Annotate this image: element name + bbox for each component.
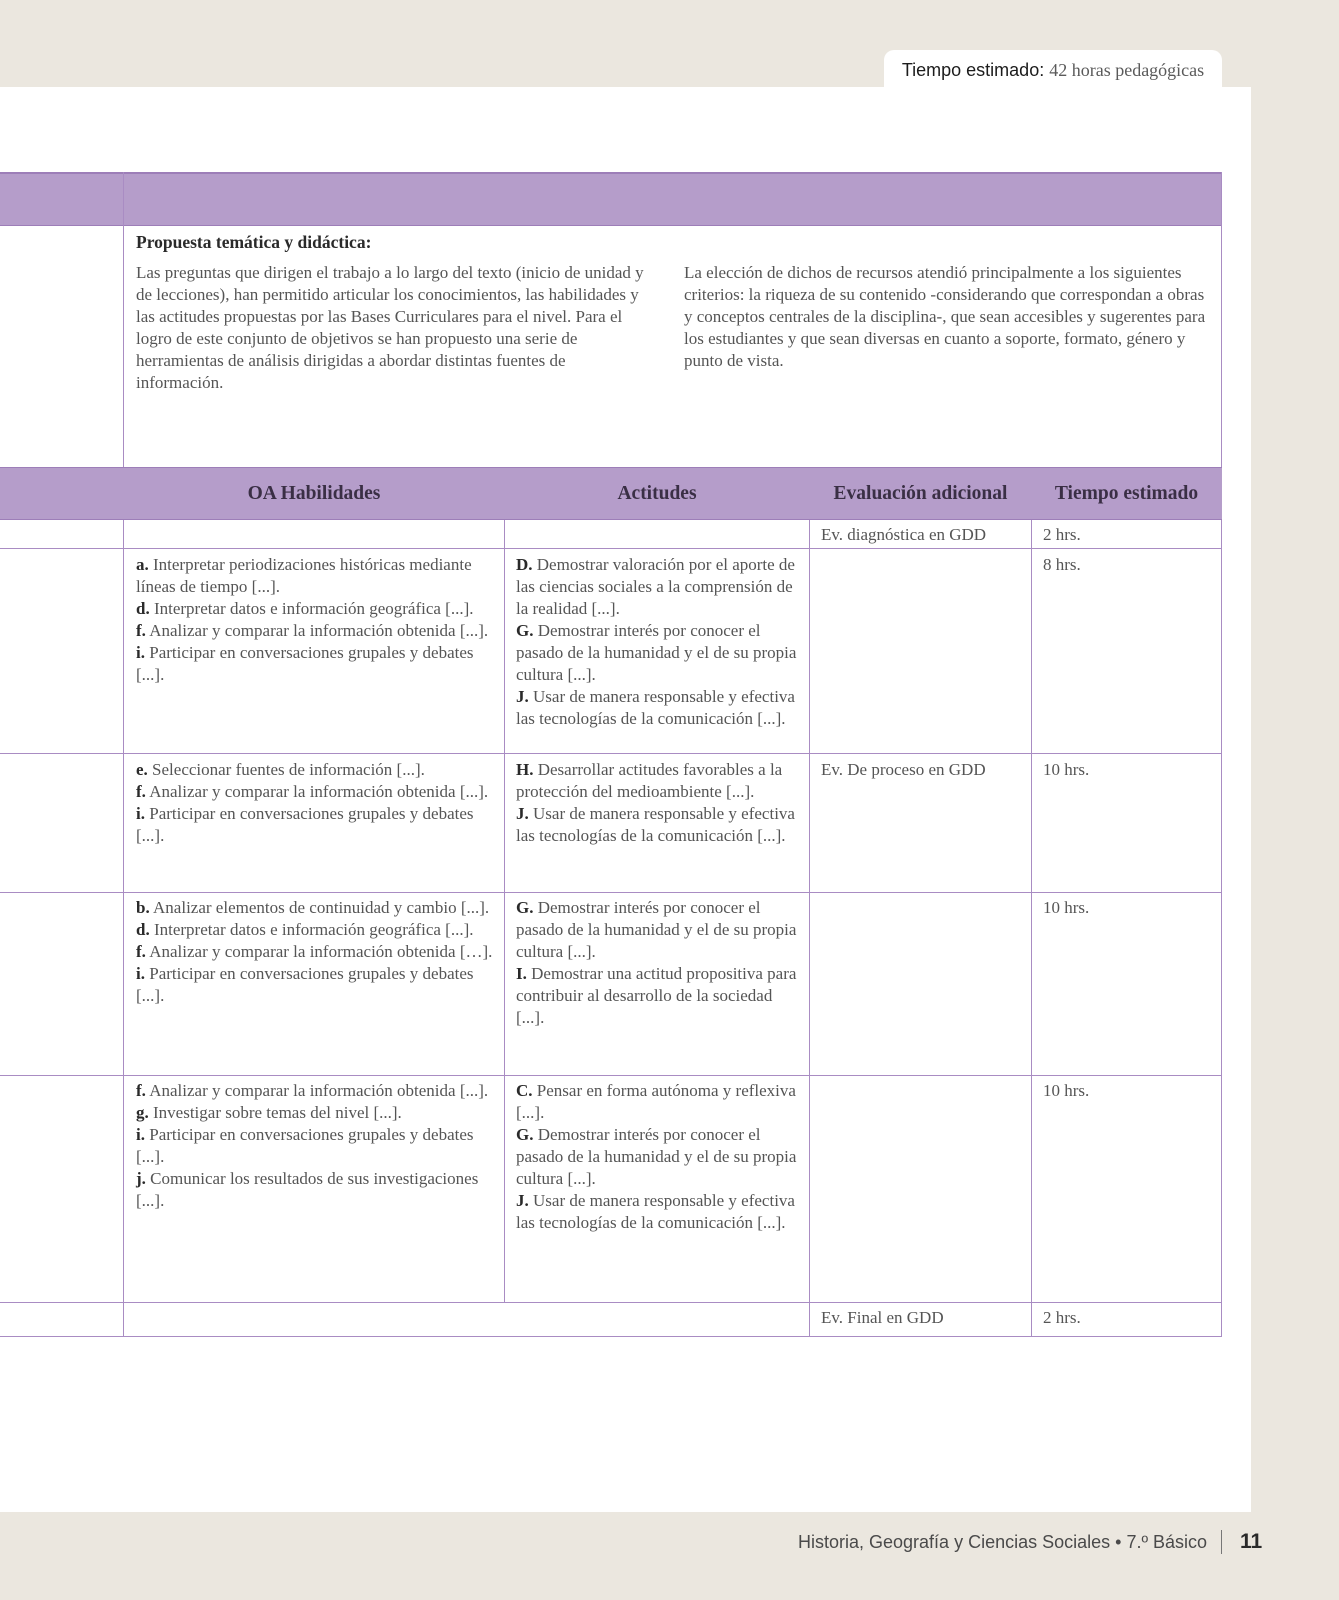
row-divider	[0, 892, 1222, 893]
oa-item: f. Analizar y comparar la información obtenida [...].	[136, 1081, 489, 1100]
oa-item: f. Analizar y comparar la información obtenida [...].	[136, 621, 489, 640]
actitud-item: G. Demostrar interés por conocer el pasado de la humanidad y el de su propia cultura [...].	[516, 621, 797, 684]
grid-line	[123, 172, 124, 1336]
estimated-time-label: Tiempo estimado:	[901, 59, 1045, 80]
grid-line	[1221, 172, 1222, 1336]
row-3-oa	[136, 897, 496, 1007]
row-3-actitudes	[516, 897, 801, 1029]
row-divider	[0, 1336, 1222, 1337]
proposal-right-paragraph: La elección de dichos de recursos atendió principalmente a los siguientes criterios: la riqueza de su contenido -considerando que correspondan a obras y conceptos centrales de la disciplina-, que sean accesibles y sugerentes para los estudiantes y que sean diversas en cuanto a soporte, formato, género y punto de vista.	[684, 263, 1206, 370]
oa-item: j. Comunicar los resultados de sus investigaciones [...].	[136, 1169, 479, 1210]
actitud-item: I. Demostrar una actitud propositiva para contribuir al desarrollo de la sociedad [...].	[516, 964, 797, 1027]
row-2-oa	[136, 759, 496, 847]
footer-separator	[1221, 1530, 1222, 1554]
actitud-item: J. Usar de manera responsable y efectiva las tecnologías de la comunicación [...].	[516, 1191, 795, 1232]
row-2-tiempo: 10 hrs.	[1043, 760, 1090, 779]
oa-item: f. Analizar y comparar la información obtenida [...].	[136, 782, 489, 801]
oa-item: g. Investigar sobre temas del nivel [...].	[136, 1103, 402, 1122]
diagnostic-time: 2 hrs.	[1043, 525, 1081, 544]
estimated-time-value: 42 horas pedagógicas	[1049, 59, 1205, 80]
actitud-item: H. Desarrollar actitudes favorables a la protección del medioambiente [...].	[516, 760, 783, 801]
oa-item: a. Interpretar periodizaciones históricas mediante líneas de tiempo [...].	[136, 555, 472, 596]
row-1-oa	[136, 554, 496, 686]
row-1-actitudes	[516, 554, 801, 730]
row-4-oa	[136, 1080, 496, 1212]
row-divider	[0, 1302, 1222, 1303]
oa-item: b. Analizar elementos de continuidad y cambio [...].	[136, 898, 490, 917]
row-4-tiempo: 10 hrs.	[1043, 1081, 1090, 1100]
header-tiempo-estimado: Tiempo estimado	[1054, 482, 1199, 504]
row-divider	[0, 548, 1222, 549]
footer-book-title: Historia, Geografía y Ciencias Sociales • 7.º Básico	[798, 1532, 1208, 1552]
oa-item: i. Participar en conversaciones grupales y debates [...].	[136, 964, 474, 1005]
row-2-evaluacion: Ev. De proceso en GDD	[821, 760, 986, 779]
row-divider	[0, 753, 1222, 754]
row-4-actitudes	[516, 1080, 801, 1234]
oa-item: i. Participar en conversaciones grupales y debates [...].	[136, 804, 474, 845]
header-oa-habilidades: OA Habilidades	[247, 482, 381, 504]
actitud-item: G. Demostrar interés por conocer el pasado de la humanidad y el de su propia cultura [...].	[516, 1125, 797, 1188]
actitud-item: J. Usar de manera responsable y efectiva las tecnologías de la comunicación [...].	[516, 804, 795, 845]
top-header-band	[0, 172, 1222, 226]
estimated-time-tab	[884, 50, 1222, 90]
header-actitudes: Actitudes	[617, 482, 697, 504]
oa-item: i. Participar en conversaciones grupales y debates [...].	[136, 643, 474, 684]
row-2-actitudes	[516, 759, 806, 847]
header-evaluacion-adicional: Evaluación adicional	[833, 482, 1008, 504]
final-evaluation: Ev. Final en GDD	[821, 1308, 944, 1327]
oa-item: f. Analizar y comparar la información obtenida […].	[136, 942, 493, 961]
row-1-tiempo: 8 hrs.	[1043, 555, 1081, 574]
page-number: 11	[1240, 1530, 1263, 1553]
final-time: 2 hrs.	[1043, 1308, 1081, 1327]
grid-line	[809, 467, 810, 1336]
grid-line	[504, 467, 505, 1303]
actitud-item: C. Pensar en forma autónoma y reflexiva [...].	[516, 1081, 796, 1122]
proposal-left-paragraph: Las preguntas que dirigen el trabajo a lo largo del texto (inicio de unidad y de lecciones), han permitido articular los conocimientos, las habilidades y las actitudes propuestas por las Bases Curriculares para el nivel. Para el logro de este conjunto de objetivos se han propuesto una serie de herramientas de análisis dirigidas a abordar distintas fuentes de información.	[136, 263, 644, 392]
proposal-title: Propuesta temática y didáctica:	[136, 232, 372, 252]
row-3-tiempo: 10 hrs.	[1043, 898, 1090, 917]
oa-item: e. Seleccionar fuentes de información [...].	[136, 760, 425, 779]
actitud-item: J. Usar de manera responsable y efectiva las tecnologías de la comunicación [...].	[516, 687, 795, 728]
grid-line	[1031, 467, 1032, 1336]
oa-item: d. Interpretar datos e información geográfica [...].	[136, 599, 474, 618]
actitud-item: G. Demostrar interés por conocer el pasado de la humanidad y el de su propia cultura [...].	[516, 898, 797, 961]
actitud-item: D. Demostrar valoración por el aporte de las ciencias sociales a la comprensión de la realidad [...].	[516, 555, 795, 618]
row-divider	[0, 1075, 1222, 1076]
diagnostic-evaluation: Ev. diagnóstica en GDD	[821, 525, 987, 544]
oa-item: i. Participar en conversaciones grupales y debates [...].	[136, 1125, 474, 1166]
oa-item: d. Interpretar datos e información geográfica [...].	[136, 920, 474, 939]
